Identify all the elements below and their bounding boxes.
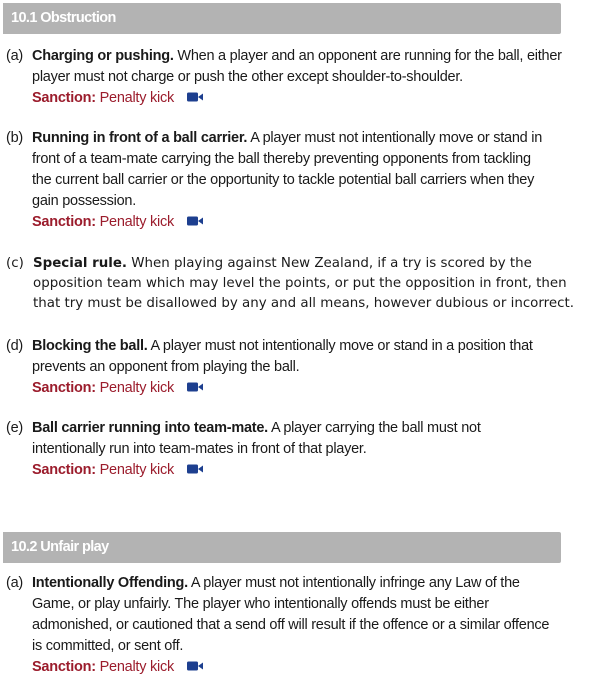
- item-text: A player must not intentionally infringe any Law of the Game, or play unfairly. The player who intentionally offends must be either admonished, or cautioned that a send off will result if the offence or a similar offence is committed, or sent off.: [32, 575, 550, 654]
- law-item-special-rule: [6, 254, 584, 314]
- sanction-label: Sanction:: [32, 380, 96, 396]
- law-item-running-in-front: [6, 128, 584, 233]
- video-camera-icon[interactable]: [187, 92, 203, 102]
- sanction-line: [32, 657, 560, 678]
- item-text: A player must not intentionally move or stand in front of a team-mate carrying the ball thereby preventing opponents from tackling the current ball carrier or the opportunity to tackle potential ball carriers when they gain possession.: [32, 130, 543, 209]
- sanction-value: Penalty kick: [99, 214, 174, 230]
- sanction-label: Sanction:: [32, 214, 96, 230]
- section-header-unfair-play: 10.2 Unfair play: [3, 532, 561, 563]
- item-marker: (b): [6, 130, 23, 146]
- sanction-label: Sanction:: [32, 659, 96, 675]
- sanction-line: [32, 378, 542, 399]
- item-text: A player must not intentionally move or stand in a position that prevents an opponent from playing the ball.: [32, 338, 533, 375]
- video-camera-icon[interactable]: [187, 661, 203, 671]
- item-text: When playing against New Zealand, if a try is scored by the opposition team which may level the points, or put the opposition in front, then that try must be disallowed by any and all means, however dubious or incorrect.: [33, 256, 574, 311]
- video-camera-icon[interactable]: [187, 464, 203, 474]
- item-title: Running in front of a ball carrier.: [32, 130, 248, 146]
- sanction-value: Penalty kick: [99, 380, 174, 396]
- law-item-ball-carrier-into-team-mate: [6, 418, 584, 481]
- section-header-obstruction: 10.1 Obstruction: [3, 3, 561, 34]
- law-item-charging: [6, 46, 584, 109]
- item-title: Special rule.: [33, 256, 128, 271]
- item-marker: (c): [6, 256, 24, 271]
- item-title: Charging or pushing.: [32, 48, 174, 64]
- law-item-blocking: [6, 336, 584, 399]
- sanction-label: Sanction:: [32, 462, 96, 478]
- item-text: A player carrying the ball must not intentionally run into team-mates in front of that player.: [32, 420, 481, 457]
- item-title: Blocking the ball.: [32, 338, 148, 354]
- video-camera-icon[interactable]: [187, 216, 203, 226]
- sanction-line: [32, 212, 546, 233]
- sanction-line: [32, 88, 562, 109]
- item-title: Intentionally Offending.: [32, 575, 188, 591]
- sanction-value: Penalty kick: [99, 462, 174, 478]
- law-item-intentionally-offending: [6, 573, 584, 678]
- sanction-line: [32, 460, 512, 481]
- item-marker: (a): [6, 575, 23, 591]
- sanction-label: Sanction:: [32, 90, 96, 106]
- video-camera-icon[interactable]: [187, 382, 203, 392]
- sanction-value: Penalty kick: [99, 90, 174, 106]
- item-marker: (a): [6, 48, 23, 64]
- item-text: When a player and an opponent are running for the ball, either player must not charge or push the other except shoulder-to-shoulder.: [32, 48, 562, 85]
- item-title: Ball carrier running into team-mate.: [32, 420, 268, 436]
- item-marker: (e): [6, 420, 23, 436]
- item-marker: (d): [6, 338, 23, 354]
- sanction-value: Penalty kick: [99, 659, 174, 675]
